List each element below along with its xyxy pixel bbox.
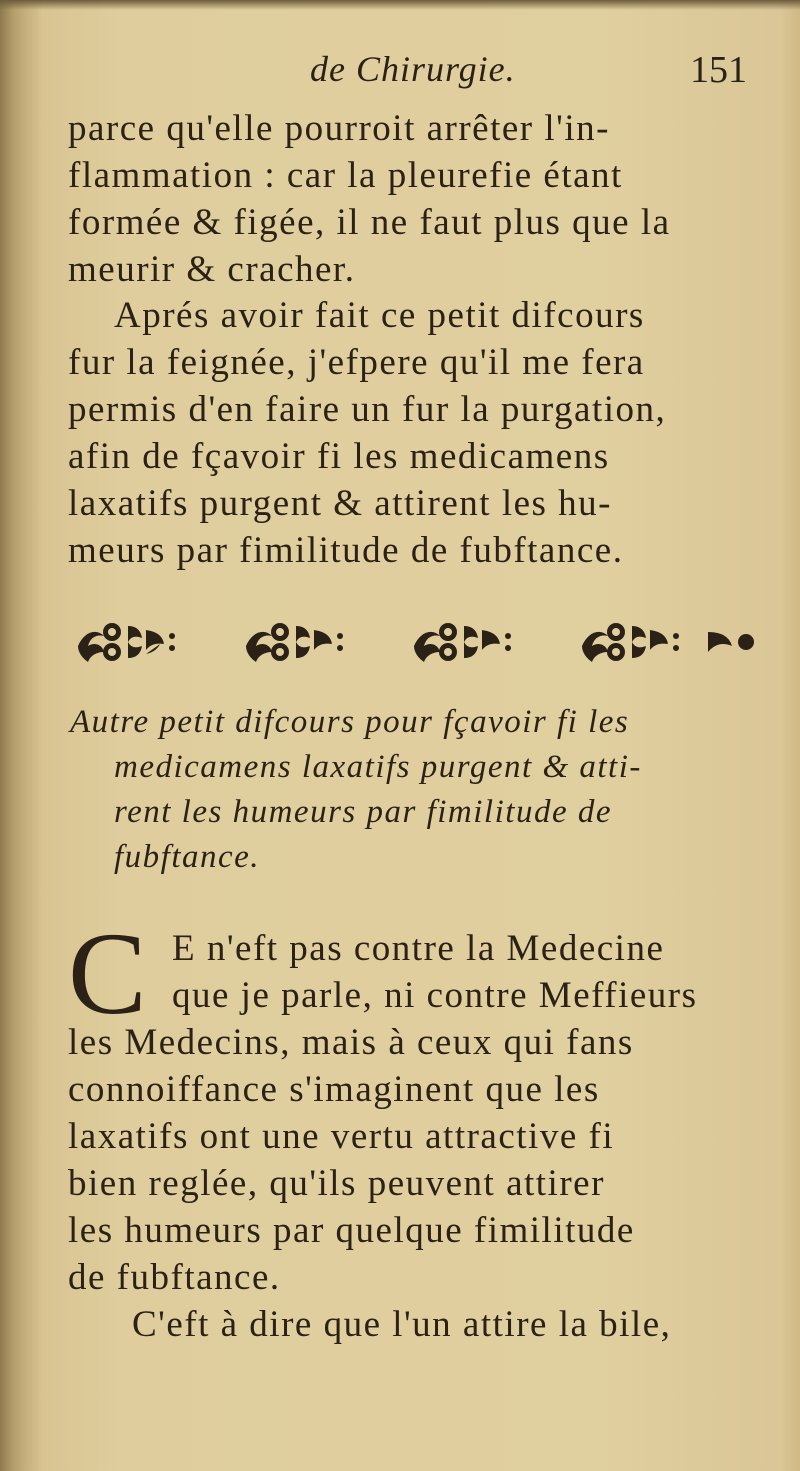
text-line: afin de fçavoir fi les medicamens [68, 436, 610, 477]
text-line: laxatifs purgent & attirent les hu- [68, 483, 612, 524]
drop-cap: C [68, 908, 149, 1039]
catchline: C'eft à dire que l'un attire la bile, [132, 1304, 672, 1345]
text-line: de fubftance. [68, 1257, 281, 1298]
text-line: les Medecins, mais à ceux qui fans [68, 1022, 634, 1063]
text-line: connoiffance s'imaginent que les [68, 1069, 600, 1110]
heading-line: Autre petit difcours pour fçavoir fi les [70, 704, 630, 740]
text-line: formée & figée, il ne faut plus que la [68, 202, 671, 243]
fleuron-ornament-band [72, 612, 762, 668]
heading-line: fubftance. [114, 839, 261, 875]
text-line: Aprés avoir fait ce petit difcours [114, 295, 645, 336]
text-line: parce qu'elle pourroit arrêter l'in- [68, 108, 610, 149]
section-heading [70, 700, 770, 880]
page-top-edge [0, 0, 800, 10]
text-line: meurir & cracher. [68, 249, 356, 290]
text-line: bien reglée, qu'ils peuvent attirer [68, 1163, 605, 1204]
text-line: laxatifs ont une vertu attractive fi [68, 1116, 615, 1157]
text-line: les humeurs par quelque fimilitude [68, 1210, 635, 1251]
paragraph-2 [68, 292, 768, 574]
text-line: E n'eft pas contre la Medecine [172, 928, 665, 969]
page-number: 151 [690, 49, 747, 91]
text-line: flammation : car la pleurefie étant [68, 155, 623, 196]
page-gutter [0, 0, 42, 1471]
heading-line: medicamens laxatifs purgent & atti- [114, 749, 642, 785]
text-line: permis d'en faire un fur la purgation, [68, 389, 667, 430]
page-header [0, 48, 800, 98]
paragraph-3 [68, 908, 768, 1348]
paragraph-1 [68, 105, 768, 293]
drop-cap-block [68, 908, 768, 1039]
text-line: fur la feignée, j'efpere qu'il me fera [68, 342, 645, 383]
text-line: que je parle, ni contre Meffieurs [172, 975, 698, 1016]
running-head: de Chirurgie. [310, 49, 516, 89]
heading-line: rent les humeurs par fimilitude de [114, 794, 612, 830]
ornament-graphic [72, 612, 762, 668]
text-line: meurs par fimilitude de fubftance. [68, 530, 624, 571]
